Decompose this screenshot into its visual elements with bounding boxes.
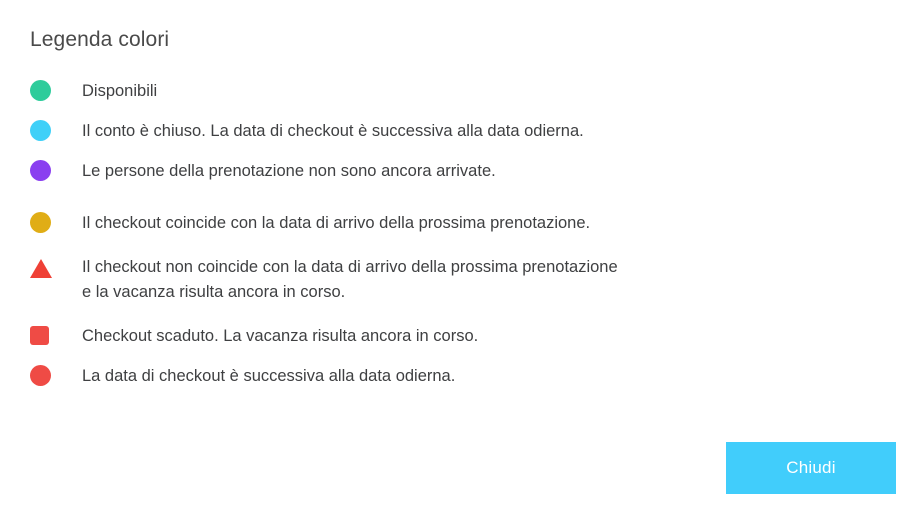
legend-list (28, 78, 896, 389)
list-item (28, 78, 896, 104)
list-item (28, 210, 896, 236)
page-title: Legenda colori (30, 28, 170, 51)
legend-item-label-line1: Il checkout non coincide con la data di arrivo della prossima prenotazione (82, 258, 618, 276)
list-item (28, 158, 896, 184)
legend-marker-cell (28, 363, 82, 386)
legend-marker-cell (28, 158, 82, 181)
legend-item-label: Le persone della prenotazione non sono ancora arrivate. (82, 162, 496, 180)
legend-item-label: Checkout scaduto. La vacanza risulta ancora in corso. (82, 327, 479, 345)
list-item (28, 118, 896, 144)
purple-circle-icon (30, 160, 51, 181)
list-item (28, 363, 896, 389)
legend-item-label-line2: e la vacanza risulta ancora in corso. (82, 283, 346, 301)
legend-item-label: La data di checkout è successiva alla data odierna. (82, 367, 456, 385)
close-button[interactable]: Chiudi (726, 442, 896, 494)
green-circle-icon (30, 80, 51, 101)
legend-item-label: Disponibili (82, 82, 158, 100)
list-item (28, 323, 896, 349)
red-square-icon (30, 326, 49, 345)
legend-item-label: Il conto è chiuso. La data di checkout è successiva alla data odierna. (82, 122, 584, 140)
legend-marker-cell (28, 254, 82, 278)
cyan-circle-icon (30, 120, 51, 141)
legend-item-label (82, 254, 618, 305)
yellow-circle-icon (30, 212, 51, 233)
red-circle-icon (30, 365, 51, 386)
legend-marker-cell (28, 210, 82, 233)
list-item (28, 254, 896, 305)
legend-marker-cell (28, 118, 82, 141)
legend-item-label: Il checkout coincide con la data di arrivo della prossima prenotazione. (82, 214, 591, 232)
red-triangle-icon (30, 259, 52, 278)
dialog-footer (726, 442, 896, 494)
legend-marker-cell (28, 78, 82, 101)
legend-marker-cell (28, 323, 82, 345)
